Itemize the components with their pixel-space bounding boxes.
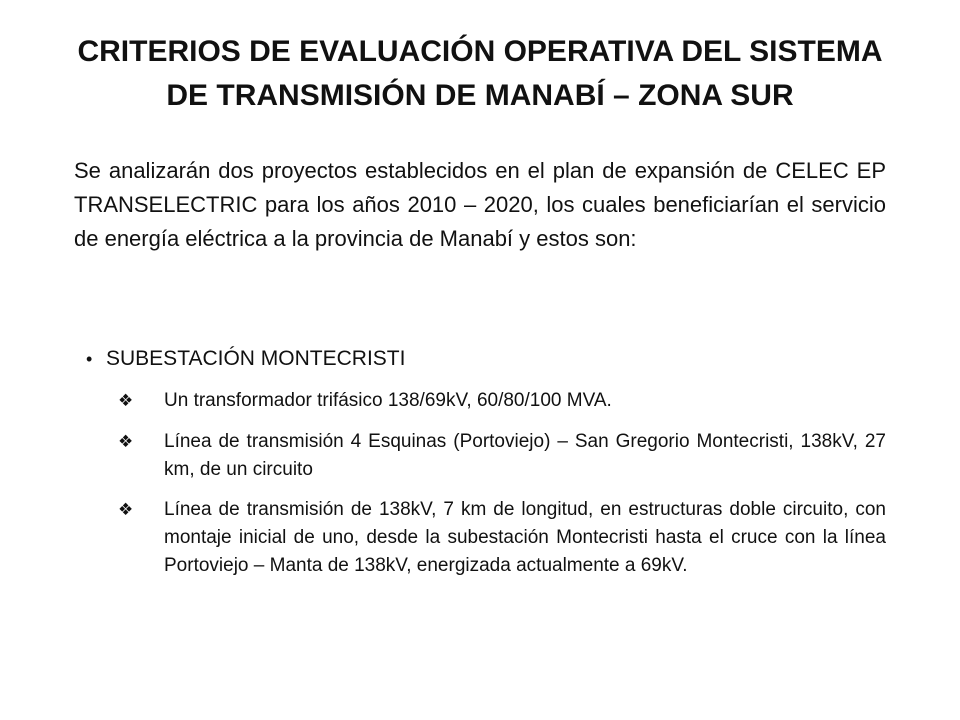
- slide-title: CRITERIOS DE EVALUACIÓN OPERATIVA DEL SISTEMA DE TRANSMISIÓN DE MANABÍ – ZONA SUR: [77, 35, 883, 112]
- bullet-dot-icon: •: [86, 349, 93, 369]
- sub-bullet-text: Un transformador trifásico 138/69kV, 60/80/100 MVA.: [164, 390, 612, 411]
- bullet-label: SUBESTACIÓN MONTECRISTI: [106, 347, 406, 370]
- sub-bullet-text: Línea de transmisión de 138kV, 7 km de longitud, en estructuras doble circuito, con montaje inicial de uno, desde la subestación Montecristi hasta el cruce con la línea Portoviejo – Manta de 138kV, energizada actualmente a 69kV.: [164, 499, 886, 576]
- diamond-bullet-icon: ❖: [118, 391, 134, 410]
- diamond-bullet-icon: ❖: [118, 432, 134, 451]
- sub-bullet-text: Línea de transmisión 4 Esquinas (Portoviejo) – San Gregorio Montecristi, 138kV, 27 km, de un circuito: [164, 431, 886, 480]
- diamond-bullet-icon: ❖: [118, 500, 134, 519]
- intro-paragraph: Se analizarán dos proyectos establecidos en el plan de expansión de CELEC EP TRANSELECTRIC para los años 2010 – 2020, los cuales beneficiarían el servicio de energía eléctrica a la provincia de Manabí y estos son:: [74, 158, 886, 251]
